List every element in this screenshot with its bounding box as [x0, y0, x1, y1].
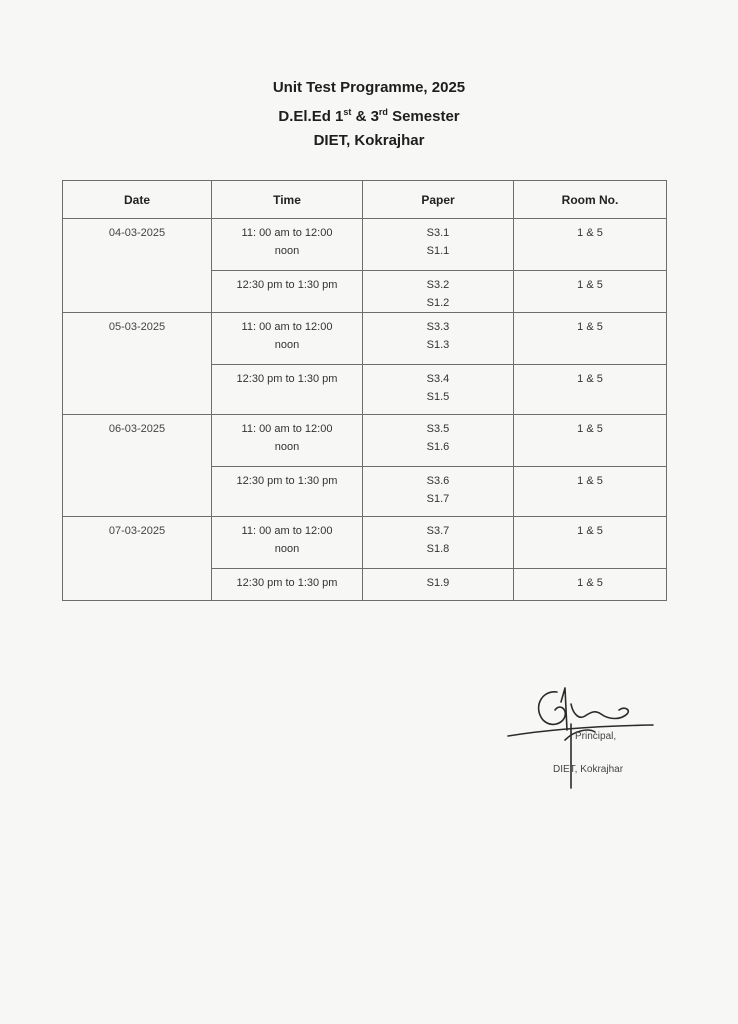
time-cell: 11: 00 am to 12:00 noon [212, 415, 363, 467]
time-cell: 12:30 pm to 1:30 pm [212, 271, 363, 313]
date-cell: 06-03-2025 [63, 415, 212, 517]
room-cell: 1 & 5 [514, 219, 667, 271]
signatory-title: Principal, [575, 731, 617, 742]
paper-cell: S3.1 S1.1 [363, 219, 514, 271]
room-cell: 1 & 5 [514, 271, 667, 313]
table-header-row [63, 181, 667, 219]
signatory-place: DIET, Kokrajhar [553, 764, 624, 775]
institution-name: DIET, Kokrajhar [313, 132, 425, 149]
room-cell: 1 & 5 [514, 467, 667, 517]
header-paper: Paper [363, 181, 514, 219]
date-cell: 04-03-2025 [63, 219, 212, 313]
paper-cell: S3.7 S1.8 [363, 517, 514, 569]
programme-title: Unit Test Programme, 2025 [272, 79, 466, 96]
header-date: Date [63, 181, 212, 219]
room-cell: 1 & 5 [514, 313, 667, 365]
time-cell: 12:30 pm to 1:30 pm [212, 569, 363, 601]
table-row [63, 219, 667, 271]
header-time: Time [212, 181, 363, 219]
course-semester-line: D.El.Ed 1st & 3rd Semester [278, 107, 460, 125]
paper-cell: S1.9 [363, 569, 514, 601]
time-cell: 12:30 pm to 1:30 pm [212, 467, 363, 517]
paper-cell: S3.2 S1.2 [363, 271, 514, 313]
time-cell: 12:30 pm to 1:30 pm [212, 365, 363, 415]
schedule-table [62, 180, 667, 601]
document-header [0, 76, 738, 153]
time-cell: 11: 00 am to 12:00 noon [212, 313, 363, 365]
paper-cell: S3.3 S1.3 [363, 313, 514, 365]
paper-cell: S3.6 S1.7 [363, 467, 514, 517]
table-row [63, 415, 667, 467]
room-cell: 1 & 5 [514, 517, 667, 569]
room-cell: 1 & 5 [514, 415, 667, 467]
table-row [63, 517, 667, 569]
time-cell: 11: 00 am to 12:00 noon [212, 517, 363, 569]
header-room: Room No. [514, 181, 667, 219]
paper-cell: S3.5 S1.6 [363, 415, 514, 467]
date-cell: 07-03-2025 [63, 517, 212, 601]
date-cell: 05-03-2025 [63, 313, 212, 415]
room-cell: 1 & 5 [514, 569, 667, 601]
room-cell: 1 & 5 [514, 365, 667, 415]
time-cell: 11: 00 am to 12:00 noon [212, 219, 363, 271]
table-row [63, 313, 667, 365]
paper-cell: S3.4 S1.5 [363, 365, 514, 415]
